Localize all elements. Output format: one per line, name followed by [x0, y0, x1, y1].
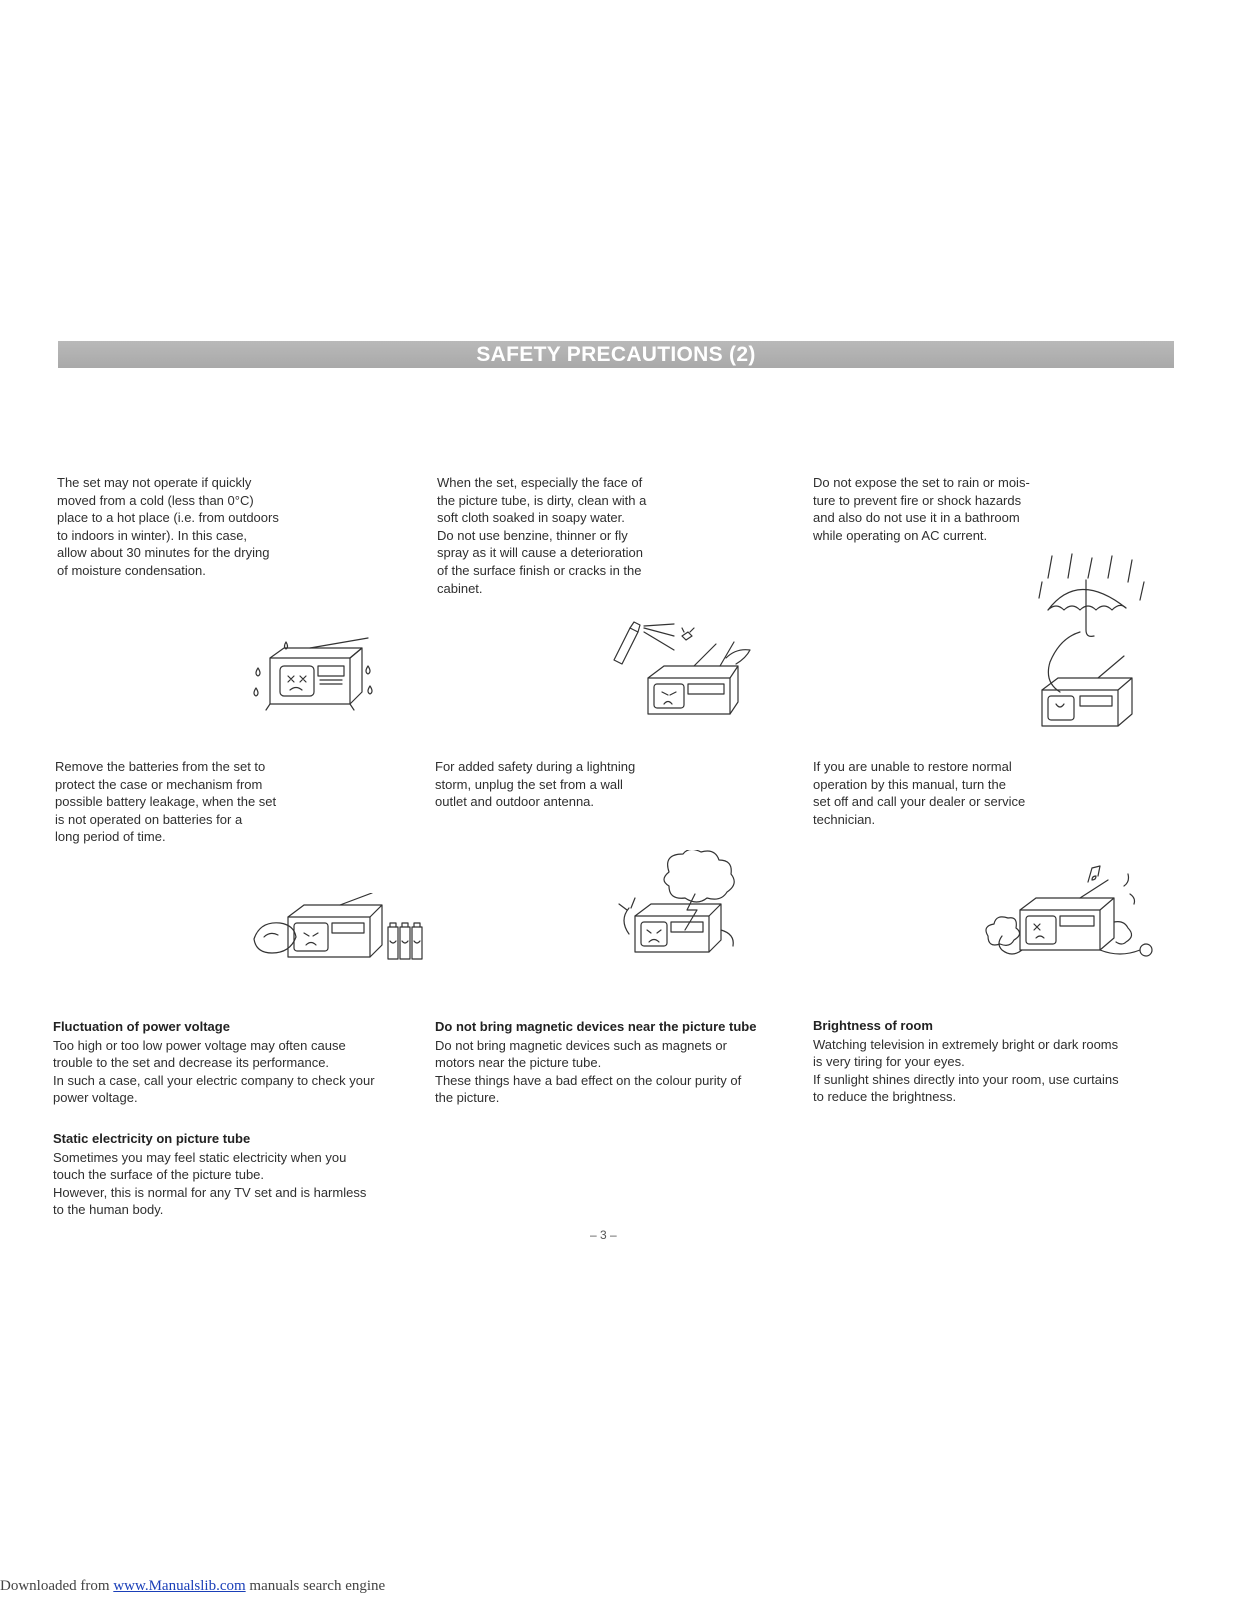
battery-leak-illustration	[250, 893, 430, 963]
spray-tv-illustration	[608, 616, 754, 718]
page-title: SAFETY PRECAUTIONS (2)	[476, 343, 756, 366]
power-voltage-line: In such a case, call your electric company to check your	[53, 1072, 375, 1088]
manualslib-link[interactable]: www.Manualslib.com	[113, 1578, 246, 1594]
static-electricity-section	[53, 1130, 411, 1219]
brightness-section	[813, 1017, 1170, 1106]
static-electricity-line: touch the surface of the picture tube.	[53, 1167, 265, 1183]
rain-moisture-paragraph: Do not expose the set to rain or mois- ture to prevent fire or shock hazards and also do not use it in a bathroom while operating on AC current.	[813, 475, 1030, 543]
static-electricity-line: However, this is normal for any TV set and is harmless	[53, 1184, 367, 1200]
rain-umbrella-illustration	[1028, 552, 1150, 730]
magnetic-devices-section	[435, 1018, 793, 1107]
static-electricity-heading: Static electricity on picture tube	[53, 1131, 251, 1146]
magnetic-devices-line: motors near the picture tube.	[435, 1055, 602, 1071]
static-electricity-line: Sometimes you may feel static electricity when you	[53, 1149, 347, 1165]
cold-tv-illustration	[250, 636, 380, 712]
brightness-line: Watching television in extremely bright or dark rooms	[813, 1036, 1119, 1052]
lightning-storm-illustration	[607, 850, 753, 958]
static-electricity-line: to the human body.	[53, 1202, 164, 1218]
condensation-paragraph: The set may not operate if quickly moved from a cold (less than 0°C) place to a hot place (i.e. from outdoors to indoors in winter). In this case, allow about 30 minutes for the drying of moisture condensation.	[57, 475, 279, 578]
title-bar	[58, 341, 1174, 368]
download-footer	[0, 1578, 385, 1595]
power-voltage-heading: Fluctuation of power voltage	[53, 1019, 230, 1034]
brightness-line: is very tiring for your eyes.	[813, 1054, 965, 1070]
service-technician-illustration	[980, 862, 1162, 962]
power-voltage-line: trouble to the set and decrease its performance.	[53, 1055, 330, 1071]
cleaning-paragraph: When the set, especially the face of the picture tube, is dirty, clean with a soft cloth soaked in soapy water. Do not use benzine, thinner or fly spray as it will cause a deterioration of the surface finish or cracks in the cabinet.	[437, 475, 647, 596]
lightning-paragraph: For added safety during a lightning storm, unplug the set from a wall outlet and outdoor antenna.	[435, 759, 636, 810]
brightness-line: If sunlight shines directly into your room, use curtains	[813, 1071, 1119, 1087]
magnetic-devices-line: These things have a bad effect on the colour purity of	[435, 1072, 742, 1088]
magnetic-devices-heading: Do not bring magnetic devices near the picture tube	[435, 1019, 757, 1034]
magnetic-devices-line: Do not bring magnetic devices such as magnets or	[435, 1037, 727, 1053]
footer-prefix: Downloaded from	[0, 1578, 114, 1594]
magnetic-devices-line: the picture.	[435, 1090, 500, 1106]
power-voltage-line: power voltage.	[53, 1090, 138, 1106]
power-voltage-line: Too high or too low power voltage may often cause	[53, 1037, 346, 1053]
power-voltage-section	[53, 1018, 411, 1107]
footer-suffix: manuals search engine	[245, 1578, 386, 1594]
brightness-heading: Brightness of room	[813, 1018, 933, 1033]
page-number: – 3 –	[590, 1228, 617, 1242]
service-paragraph: If you are unable to restore normal operation by this manual, turn the set off and call your dealer or service technician.	[813, 759, 1026, 827]
battery-paragraph: Remove the batteries from the set to protect the case or mechanism from possible battery leakage, when the set is not operated on batteries for a long period of time.	[55, 759, 277, 845]
brightness-line: to reduce the brightness.	[813, 1089, 957, 1105]
